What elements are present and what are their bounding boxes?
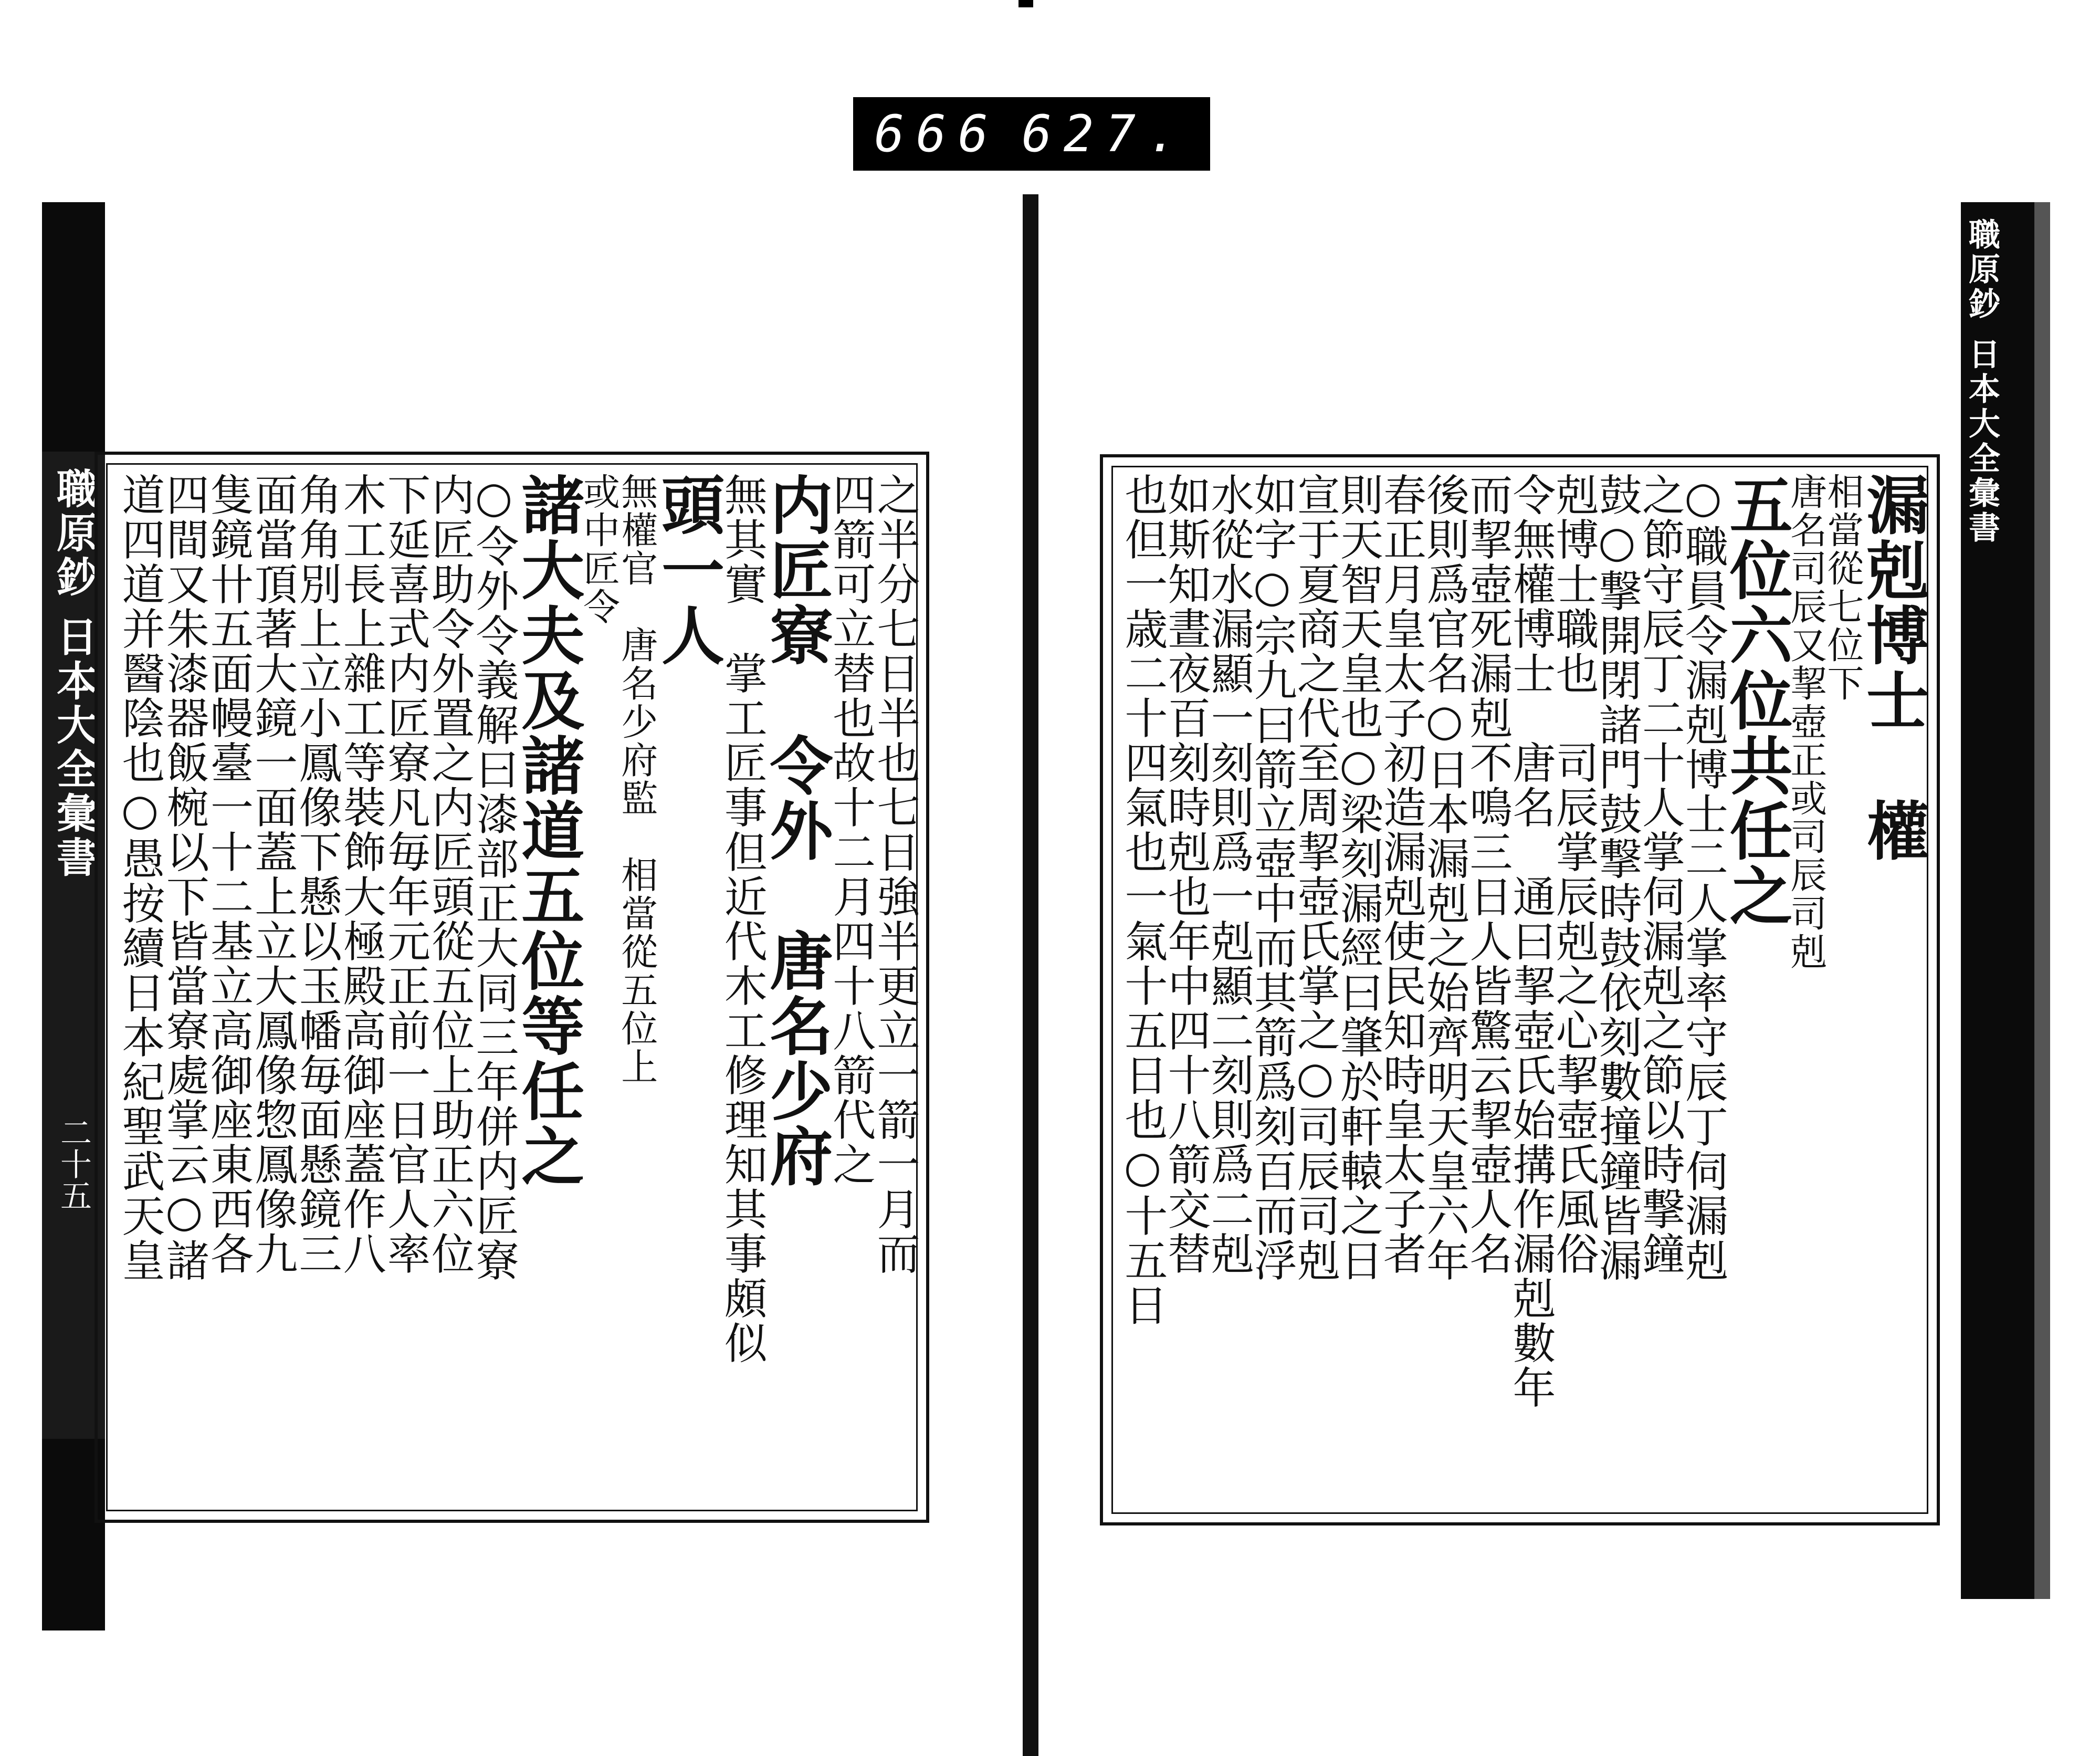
- office-heading: 漏剋博士 權: [1856, 473, 1930, 863]
- office-heading: 内匠寮 令外 唐名少府: [759, 473, 834, 1189]
- text-column: 木工長上雜工等裝飾大極殿高御座蓋作八: [336, 473, 386, 1276]
- scan-number-right: 627.: [1021, 104, 1189, 163]
- rank-note: 無權官 唐名少府監 相當從五位上: [615, 473, 658, 1086]
- appointment-heading: 五位六位共任之: [1719, 473, 1793, 928]
- text-column: 面當頂著大鏡一面蓋上立大鳳像惣鳳像九: [247, 473, 298, 1276]
- text-column: 鼓○撃開閉諸門鼓撃時鼓依刻數撞鐘皆漏: [1592, 473, 1642, 1283]
- left-page-number: 二十五: [55, 1116, 92, 1211]
- book-gutter: [1023, 194, 1038, 1756]
- text-column: 也但一歳二十四氣也一氣十五日也○十五日: [1117, 473, 1168, 1328]
- text-column: 後則爲官名○日本漏剋之始齊明天皇六年: [1419, 473, 1469, 1283]
- text-column: 之節守辰丁二十人掌伺漏剋之節以時撃鐘: [1635, 473, 1685, 1276]
- left-spine-title: 職原鈔: [50, 467, 98, 600]
- text-column: 水從水漏顯一刻則爲一剋顯二刻則爲二剋: [1204, 473, 1254, 1276]
- scan-number-left: 666: [874, 104, 1000, 163]
- text-column: 道四道并醫陰也○愚按續日本紀聖武天皇: [115, 473, 165, 1283]
- rank-note: 唐名司辰又挈壺正或司辰司剋: [1784, 473, 1828, 971]
- text-column: 春正月皇太子初造漏剋使民知時皇太子者: [1376, 473, 1426, 1276]
- text-column: 四箭可立替也故十二月四十八箭代之: [825, 473, 876, 1187]
- text-column: ○職員令漏剋博士二人掌率守辰丁伺漏剋: [1678, 473, 1728, 1283]
- right-spine-subtitle: 日本大全彙書: [1964, 338, 2000, 546]
- right-text-block: [1117, 473, 1930, 1502]
- text-column: 宣于夏商之代至周挈壺氏掌之○司辰司剋: [1290, 473, 1340, 1283]
- text-column: 令無權博士 唐名 通曰挈壺氏始搆作漏剋數年: [1506, 473, 1556, 1410]
- text-column: 下延喜式内匠寮凡毎年元正前一日官人率: [380, 473, 430, 1276]
- right-spine-title: 職原鈔: [1964, 218, 2000, 322]
- appointment-heading: 諸大夫及諸道五位等任之: [511, 473, 585, 1189]
- text-column: 内匠助令外置之内匠頭從五位上助正六位: [424, 473, 475, 1276]
- text-column: 則天智天皇也○梁刻漏經曰肇於軒轅之日: [1333, 473, 1383, 1283]
- text-column: 之半分七日半也七日強半更立一箭一月而: [870, 473, 920, 1276]
- right-spine-strip: [1961, 202, 2003, 1599]
- text-column: 四間又朱漆器飯椀以下皆當寮處掌云○諸: [159, 473, 209, 1283]
- text-column: 如字○宗九曰箭立壺中而其箭爲刻百而浮: [1247, 473, 1297, 1283]
- right-book-edge-shadow: [2034, 202, 2050, 1599]
- rank-note: 或中匠令: [577, 473, 621, 626]
- text-column: 而挈壺死漏剋不鳴三日人皆驚云挈壺人名: [1462, 473, 1513, 1276]
- left-text-block: [115, 473, 920, 1502]
- rank-heading: 頭一人: [651, 473, 725, 668]
- top-mark: [1018, 0, 1033, 7]
- text-column: 角角別上立小鳳像下懸以玉幡毎面懸鏡三: [292, 473, 342, 1276]
- text-column: 無其實 掌工匠事但近代木工修理知其事頗似: [717, 473, 768, 1365]
- text-column: 剋博士職也 司辰掌辰剋之心挈壺氏風俗: [1549, 473, 1599, 1276]
- rank-note: 相當從七位下: [1821, 473, 1864, 703]
- text-column: ○令外令義解曰漆部正大同三年併内匠寮: [469, 473, 519, 1283]
- text-column: 隻鏡卄五面幔臺一十二基立高御座東西各: [203, 473, 254, 1276]
- left-spine-subtitle: 日本大全彙書: [50, 615, 98, 880]
- scan-number-label: [853, 97, 1210, 171]
- text-column: 如斯知晝夜百刻時剋也年中四十八箭交替: [1161, 473, 1211, 1276]
